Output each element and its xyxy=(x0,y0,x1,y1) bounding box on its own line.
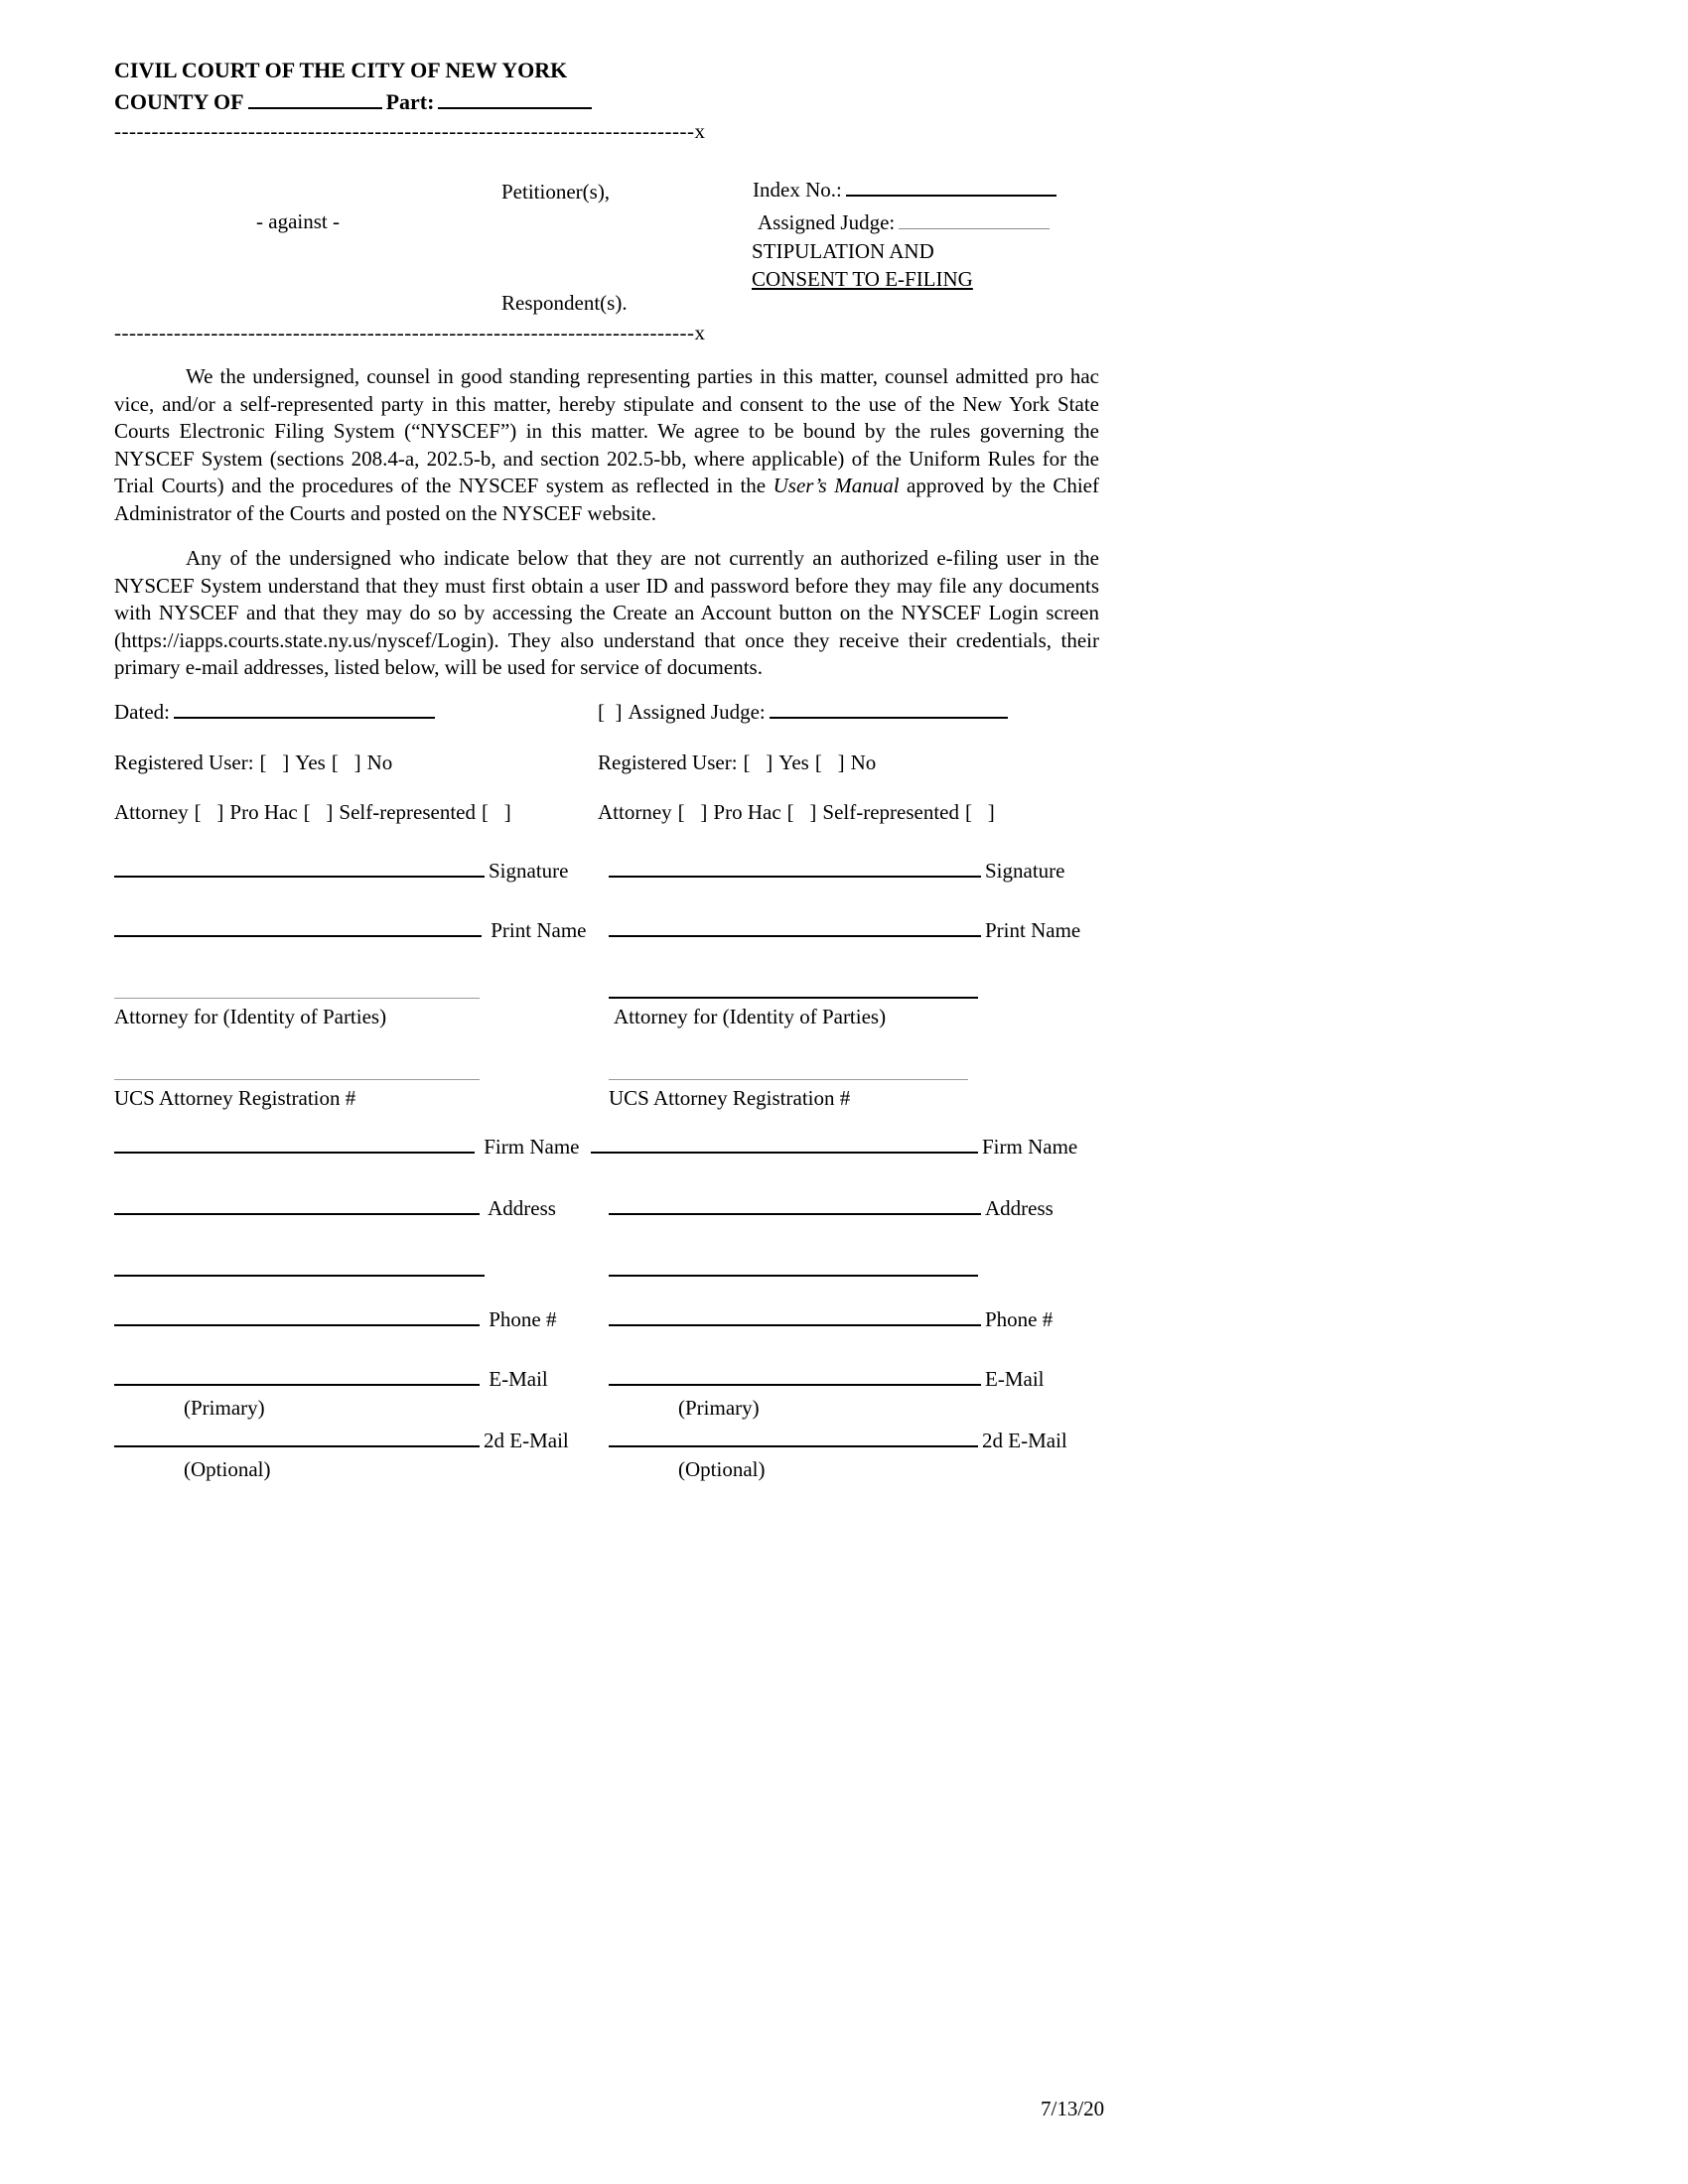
dated-field[interactable] xyxy=(174,699,435,719)
petitioner-label: Petitioner(s), xyxy=(501,180,611,204)
firm-row-right xyxy=(591,1134,1077,1160)
email-row-right xyxy=(609,1366,1044,1392)
attorney-for-label-left: Attorney for (Identity of Parties) xyxy=(114,1005,387,1028)
attorney-for-label-right: Attorney for (Identity of Parties) xyxy=(614,1005,887,1028)
caption-divider-top: ------------------------------------------------------------------------------x xyxy=(114,119,706,143)
attorney-for-block-right xyxy=(609,981,978,1029)
signature-row-right xyxy=(609,858,1064,884)
registered-user-row-right xyxy=(598,751,876,775)
email2-label-left: 2d E-Mail xyxy=(484,1429,569,1452)
registered-no-checkbox-right[interactable]: [ ] xyxy=(814,751,845,774)
phone-field-right[interactable] xyxy=(609,1306,981,1326)
optional-label-right: (Optional) xyxy=(678,1457,766,1481)
address-field-right[interactable] xyxy=(609,1195,981,1215)
address2-field-right[interactable] xyxy=(609,1257,978,1277)
county-blank-field[interactable] xyxy=(248,89,382,109)
address-field-left[interactable] xyxy=(114,1195,480,1215)
print-name-label-right: Print Name xyxy=(985,918,1081,942)
primary-label-right: (Primary) xyxy=(678,1396,760,1420)
respondent-label: Respondent(s). xyxy=(501,291,628,315)
phone-row-left xyxy=(114,1306,557,1332)
caption-divider-bottom: ------------------------------------------------------------------------------x xyxy=(114,321,706,344)
attorney-type-row-right xyxy=(598,800,1001,825)
attorney-checkbox-left[interactable]: [ ] xyxy=(194,800,224,824)
phone-label-right: Phone # xyxy=(985,1307,1054,1331)
address2-row-left xyxy=(114,1257,489,1283)
pro-hac-checkbox-left[interactable]: [ ] xyxy=(303,800,334,824)
signature-field-right[interactable] xyxy=(609,858,981,878)
ucs-field-left[interactable] xyxy=(114,1062,480,1080)
registered-yes-checkbox-left[interactable]: [ ] xyxy=(259,751,290,774)
email-field-right[interactable] xyxy=(609,1366,981,1386)
print-name-row-left xyxy=(114,917,586,943)
address-row-left xyxy=(114,1195,556,1221)
attorney-for-field-left[interactable] xyxy=(114,981,480,999)
yes-label: Yes xyxy=(295,751,326,774)
pro-hac-label: Pro Hac xyxy=(229,800,298,824)
assigned-judge-caption-line xyxy=(758,209,1054,235)
firm-field-right[interactable] xyxy=(591,1134,978,1154)
assigned-judge-row xyxy=(598,699,1012,725)
assigned-judge-form-label: Assigned Judge: xyxy=(628,700,766,724)
address2-row-right xyxy=(609,1257,982,1283)
phone-field-left[interactable] xyxy=(114,1306,480,1326)
phone-label-left: Phone # xyxy=(489,1307,557,1331)
firm-field-left[interactable] xyxy=(114,1134,475,1154)
email-label-right: E-Mail xyxy=(985,1367,1045,1391)
pro-hac-checkbox-right[interactable]: [ ] xyxy=(786,800,817,824)
address-label-right: Address xyxy=(985,1196,1054,1220)
ucs-field-right[interactable] xyxy=(609,1062,968,1080)
index-no-label: Index No.: xyxy=(753,178,842,202)
against-label: - against - xyxy=(256,209,340,233)
part-blank-field[interactable] xyxy=(438,89,592,109)
optional-label-left: (Optional) xyxy=(184,1457,271,1481)
registered-no-checkbox-left[interactable]: [ ] xyxy=(331,751,361,774)
phone-row-right xyxy=(609,1306,1053,1332)
ucs-block-right xyxy=(609,1062,968,1111)
attorney-for-field-right[interactable] xyxy=(609,981,978,999)
print-name-field-right[interactable] xyxy=(609,917,981,937)
stipulation-text-pre: We the undersigned, counsel in good standing representing parties in this matter, counsel admitted pro hac vice, and/or a self-represented party in this matter, hereby stipulate and consent to the use of the New York State Courts Electronic Filing System (“NYSCEF”) in this matter. We agree to be bound by the rules governing the NYSCEF System (sections 208.4-a, 202.5-b, and section 202.5-bb, where applicable) of the Uniform Rules for the Trial Courts) and the procedures of the NYSCEF system as reflected in the xyxy=(114,364,1099,497)
primary-label-left: (Primary) xyxy=(184,1396,265,1420)
address-row-right xyxy=(609,1195,1054,1221)
attorney-checkbox-right[interactable]: [ ] xyxy=(677,800,708,824)
email2-field-left[interactable] xyxy=(114,1428,480,1447)
dated-label: Dated: xyxy=(114,700,170,724)
stipulation-paragraph xyxy=(114,363,1099,527)
ucs-block-left xyxy=(114,1062,480,1111)
email2-row-right xyxy=(609,1428,1067,1453)
self-rep-checkbox-right[interactable]: [ ] xyxy=(965,800,995,824)
address-label-left: Address xyxy=(488,1196,556,1220)
attorney-for-block-left xyxy=(114,981,480,1029)
registered-user-row-left xyxy=(114,751,392,775)
self-rep-label-right: Self-represented xyxy=(822,800,959,824)
print-name-row-right xyxy=(609,917,1080,943)
no-label-right: No xyxy=(850,751,877,774)
index-no-line xyxy=(753,177,1060,203)
print-name-label-left: Print Name xyxy=(491,918,587,942)
signature-row-left xyxy=(114,858,568,884)
yes-label-right: Yes xyxy=(778,751,809,774)
doc-title-line1: STIPULATION AND xyxy=(752,239,934,263)
court-title: CIVIL COURT OF THE CITY OF NEW YORK xyxy=(114,58,568,82)
signature-field-left[interactable] xyxy=(114,858,485,878)
attorney-label-right: Attorney xyxy=(598,800,672,824)
credentials-paragraph: Any of the undersigned who indicate below that they are not currently an authorized e-filing user in the NYSCEF System understand that they must first obtain a user ID and password before they may file any documents with NYSCEF and that they may do so by accessing the Create an Account button on the NYSCEF Login screen (https://iapps.courts.state.ny.us/nyscef/Login). They also understand that once they receive their credentials, their primary e-mail addresses, listed below, will be used for service of documents. xyxy=(114,546,1099,679)
attorney-label: Attorney xyxy=(114,800,189,824)
doc-title-line2: CONSENT TO E-FILING xyxy=(752,267,973,291)
address2-field-left[interactable] xyxy=(114,1257,485,1277)
registered-user-label: Registered User: xyxy=(114,751,254,774)
registered-yes-checkbox-right[interactable]: [ ] xyxy=(743,751,774,774)
print-name-field-left[interactable] xyxy=(114,917,482,937)
signature-label-right: Signature xyxy=(985,859,1065,883)
assigned-judge-form-field[interactable] xyxy=(770,699,1008,719)
ucs-label-right: UCS Attorney Registration # xyxy=(609,1086,851,1110)
users-manual-italic: User’s Manual xyxy=(773,474,900,497)
email-label-left: E-Mail xyxy=(489,1367,548,1391)
assigned-judge-caption-label: Assigned Judge: xyxy=(758,210,896,234)
signature-label-left: Signature xyxy=(489,859,569,883)
self-rep-label: Self-represented xyxy=(339,800,476,824)
email2-field-right[interactable] xyxy=(609,1428,978,1447)
firm-label-right: Firm Name xyxy=(982,1135,1078,1159)
dated-row xyxy=(114,699,439,725)
part-label: Part: xyxy=(385,89,435,114)
county-label: COUNTY OF xyxy=(114,89,244,114)
registered-user-label-right: Registered User: xyxy=(598,751,738,774)
assigned-judge-checkbox[interactable]: [ ] xyxy=(598,700,623,724)
email-row-left xyxy=(114,1366,548,1392)
no-label: No xyxy=(366,751,393,774)
email-field-left[interactable] xyxy=(114,1366,480,1386)
attorney-type-row-left xyxy=(114,800,517,825)
email2-row-left xyxy=(114,1428,569,1453)
stipulation-text-post: approved by the Chief Administrator of the Courts and posted on the NYSCEF website. xyxy=(114,474,1099,525)
email2-label-right: 2d E-Mail xyxy=(982,1429,1067,1452)
self-rep-checkbox-left[interactable]: [ ] xyxy=(482,800,511,824)
revision-date: 7/13/20 xyxy=(1041,2097,1105,2120)
firm-row-left xyxy=(114,1134,579,1160)
pro-hac-label-right: Pro Hac xyxy=(713,800,781,824)
firm-label-left: Firm Name xyxy=(484,1135,580,1159)
assigned-judge-caption-field[interactable] xyxy=(899,209,1050,229)
county-part-line xyxy=(114,89,596,115)
index-no-field[interactable] xyxy=(846,177,1056,197)
ucs-label-left: UCS Attorney Registration # xyxy=(114,1086,356,1110)
